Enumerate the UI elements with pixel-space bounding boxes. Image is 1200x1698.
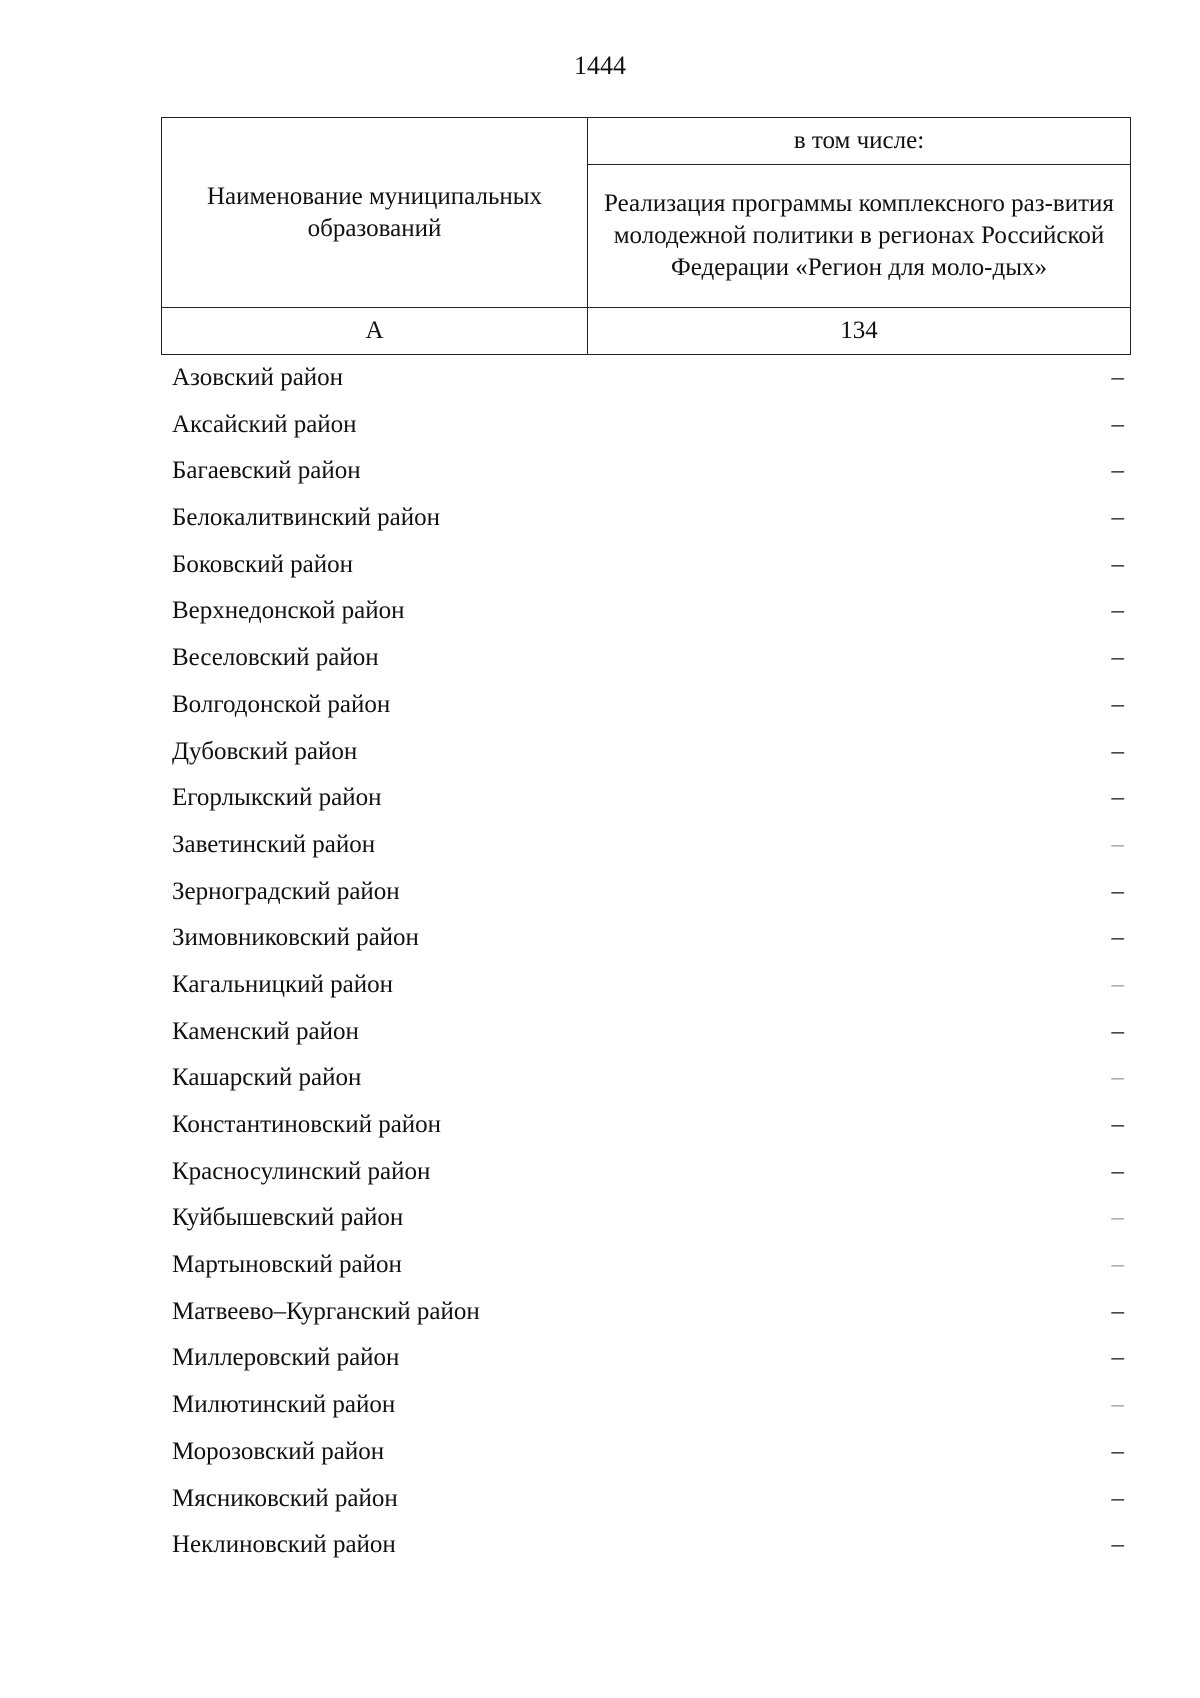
municipality-name: Волгодонской район <box>172 690 391 718</box>
municipality-name: Кашарский район <box>172 1064 362 1092</box>
municipality-name: Верхнедонской район <box>172 597 405 625</box>
table-row <box>172 963 1124 1010</box>
municipality-name: Белокалитвинский район <box>172 504 440 532</box>
municipality-name: Неклиновский район <box>172 1531 396 1559</box>
row-value: – <box>1111 1297 1124 1325</box>
municipality-name: Матвеево–Курганский район <box>172 1297 480 1325</box>
row-value: – <box>1111 970 1124 998</box>
municipality-name: Мясниковский район <box>172 1484 398 1512</box>
municipality-name: Морозовский район <box>172 1437 385 1465</box>
municipality-name: Каменский район <box>172 1017 359 1045</box>
municipality-name: Багаевский район <box>172 457 361 485</box>
row-value: – <box>1111 644 1124 672</box>
row-value: – <box>1111 1391 1124 1419</box>
row-value: – <box>1111 364 1124 391</box>
municipality-list <box>172 356 1124 1570</box>
row-value: – <box>1111 550 1124 578</box>
table-row <box>172 916 1124 963</box>
row-value: – <box>1111 1204 1124 1232</box>
program-header: Реализация программы комплексного раз-вития молодежной политики в регионах Российской Федерации «Регион для моло-дых» <box>588 165 1131 308</box>
including-header: в том числе: <box>588 118 1131 165</box>
municipality-name: Заветинский район <box>172 830 376 858</box>
municipality-name: Милютинский район <box>172 1391 396 1419</box>
municipality-name: Куйбышевский район <box>172 1204 404 1232</box>
table-row <box>172 543 1124 590</box>
municipality-name: Веселовский район <box>172 644 379 672</box>
table-row <box>172 589 1124 636</box>
table-row <box>172 449 1124 496</box>
table-row <box>172 730 1124 777</box>
municipality-name: Азовский район <box>172 364 344 391</box>
municipality-name: Мартыновский район <box>172 1251 402 1279</box>
row-value: – <box>1111 457 1124 485</box>
table-row <box>172 1150 1124 1197</box>
row-value: – <box>1111 737 1124 765</box>
row-value: – <box>1111 690 1124 718</box>
page-number: 1444 <box>574 51 626 80</box>
table-row <box>172 1336 1124 1383</box>
municipality-name: Константиновский район <box>172 1111 442 1138</box>
row-value: – <box>1111 784 1124 812</box>
table-row <box>172 403 1124 450</box>
row-value: – <box>1111 410 1124 438</box>
column-name-header: Наименование муниципальных образований <box>162 118 588 308</box>
municipality-name: Красносулинский район <box>172 1157 431 1185</box>
table-row <box>172 636 1124 683</box>
table-row <box>172 1430 1124 1477</box>
table-row <box>172 356 1124 403</box>
municipality-name: Дубовский район <box>172 737 358 765</box>
table-row <box>172 1010 1124 1057</box>
municipality-name: Аксайский район <box>172 410 357 438</box>
table-row <box>172 1290 1124 1337</box>
row-value: – <box>1111 1484 1124 1512</box>
row-value: – <box>1111 1251 1124 1279</box>
row-value: – <box>1111 1111 1124 1138</box>
row-value: – <box>1111 1064 1124 1092</box>
row-value: – <box>1111 1017 1124 1045</box>
row-value: – <box>1111 504 1124 532</box>
table-header <box>161 117 1131 355</box>
municipality-name: Егорлыкский район <box>172 784 382 812</box>
table-row <box>172 1477 1124 1524</box>
row-value: – <box>1111 1437 1124 1465</box>
table-row <box>172 776 1124 823</box>
municipality-name: Зимовниковский район <box>172 924 419 952</box>
table-row <box>172 496 1124 543</box>
table-row <box>172 823 1124 870</box>
row-value: – <box>1111 1531 1124 1559</box>
municipality-name: Боковский район <box>172 550 353 578</box>
table-row <box>172 1523 1124 1570</box>
municipality-name: Кагальницкий район <box>172 970 394 998</box>
municipality-name: Миллеровский район <box>172 1344 400 1372</box>
row-value: – <box>1111 1344 1124 1372</box>
row-value: – <box>1111 877 1124 905</box>
table-row <box>172 1383 1124 1430</box>
row-value: – <box>1111 830 1124 858</box>
column-value-code: 134 <box>588 308 1131 355</box>
row-value: – <box>1111 597 1124 625</box>
table-row <box>172 1243 1124 1290</box>
row-value: – <box>1111 1157 1124 1185</box>
municipality-name: Зерноградский район <box>172 877 400 905</box>
table-row <box>172 1103 1124 1150</box>
column-a-code: А <box>162 308 588 355</box>
row-value: – <box>1111 924 1124 952</box>
table-row <box>172 1056 1124 1103</box>
table-row <box>172 1196 1124 1243</box>
table-row <box>172 870 1124 917</box>
table-row <box>172 683 1124 730</box>
